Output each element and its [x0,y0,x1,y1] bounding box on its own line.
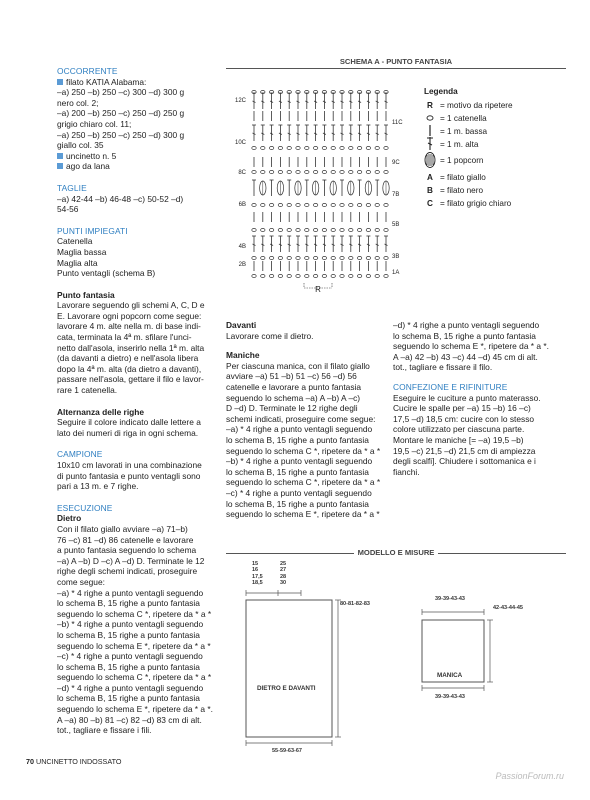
legend-title: Legenda [424,87,458,96]
chain-stitch [278,203,282,206]
chain-stitch [261,170,265,173]
modello-title: MODELLO E MISURE [226,548,566,557]
text-line: seguendo lo schema E *, ripetere da * a *. [57,704,213,715]
occorrente-line: uncinetto n. 5 [57,151,217,162]
occorrente-line: giallo col. 35 [57,140,104,151]
text-line: Lavorare come il dietro. [226,330,314,341]
chain-stitch [322,146,326,149]
chain-stitch [322,203,326,206]
chain-stitch [296,203,300,206]
text-line: Eseguire le cuciture a punto materasso. [393,392,541,403]
text-line: come segue: [57,576,105,587]
text-line: cata, terminata la 4ª m. sfilare l'unci- [57,332,192,343]
occorrente-line: –a) 250 –b) 250 –c) 300 –d) 300 g [57,87,185,98]
sleeve-label: MANICA [437,672,463,679]
alternanza-text [57,417,217,438]
front-back-piece [246,600,332,737]
row-label-left: 8C [238,170,246,176]
text-line: a punto fantasia seguendo lo schema [57,545,197,556]
chain-stitch [375,274,379,277]
maniche-heading: Maniche [226,350,260,361]
sleeve-height-dim: 42-43-44-45 [493,605,523,611]
taglie-text [57,194,217,215]
chain-stitch [261,203,265,206]
legend-item [424,139,574,152]
confezione-heading: CONFEZIONE E RIFINITURE [393,381,508,392]
left-column [57,66,217,736]
text-line: pari a 13 m. e 7 righe. [57,481,139,492]
right-column [393,320,556,477]
watermark: PassionForum.ru [495,771,564,781]
text-line: Con il filato giallo avviare –a) 71–b) [57,523,188,534]
chain-stitch [357,170,361,173]
row-label-right: 3B [392,254,400,260]
chain-stitch [278,146,282,149]
chain-stitch [313,203,317,206]
chain-stitch [375,228,379,231]
chain-stitch [384,203,388,206]
chain-stitch [322,228,326,231]
row-label-right: 11C [392,120,403,126]
text-line: seguendo lo schema C *, ripetere da * a * [57,672,212,683]
chain-stitch [357,256,361,259]
legend-item [424,198,574,211]
page-number: 70 [26,757,34,766]
text-line: –a) A –b) D –c) A –d) D. Terminate le 12 [57,555,205,566]
chain-stitch [296,170,300,173]
chain-stitch [287,203,291,206]
chain-stitch [331,170,335,173]
text-line: 54-56 [57,204,79,215]
text-line: lato dei numeri di riga in ogni schema. [57,427,199,438]
legend-item [424,113,574,126]
chain-stitch [340,170,344,173]
chain-stitch [375,146,379,149]
legend-letter: B [427,185,433,195]
chain-stitch [331,256,335,259]
chain-stitch [366,170,370,173]
chain-stitch [313,274,317,277]
text-line: –c) * 4 righe a punto ventagli seguendo [57,651,203,662]
row-label-left: 2B [238,262,246,268]
esecuzione-heading: ESECUZIONE [57,502,113,513]
chain-stitch [252,203,256,206]
text-line: Maglia bassa [57,246,107,257]
dietro-heading: Dietro [57,513,82,524]
row-label-right: 1A [392,270,400,276]
chain-stitch [252,256,256,259]
text-line: Catenella [57,236,93,247]
chain-stitch [278,274,282,277]
text-line: –c) * 4 righe a punto ventagli seguendo [226,487,372,498]
dim-value: 17,5 [252,573,263,580]
text-line: –a) * 4 righe a punto ventagli seguendo [57,587,204,598]
chain-stitch [340,256,344,259]
text-line: Punto ventagli (schema B) [57,268,156,279]
text-line: dopo la 4ª m. alta (da dietro a davanti), [57,363,202,374]
chain-stitch [278,170,282,173]
chain-stitch [349,274,353,277]
legend [424,87,574,211]
text-line: seguendo lo schema E *, ripetere da * a *. [393,341,549,352]
chain-stitch [313,256,317,259]
chain-stitch [261,146,265,149]
chain-stitch [331,203,335,206]
chain-stitch [366,274,370,277]
schematic-diagram [226,560,566,755]
chain-stitch [349,228,353,231]
text-line: –d) * 4 righe a punto ventagli seguendo [393,320,540,330]
chain-stitch [357,146,361,149]
davanti-text [226,331,388,342]
text-line: seguendo lo schema E *, ripetere da * a * [57,640,211,651]
text-line: catenelle e lavorare a punto fantasia [226,381,362,392]
text-line: tot., tagliare e fissare i fili. [57,725,152,736]
text-line: Lavorare seguendo gli schemi A, C, D e [57,300,205,311]
text-line: seguendo lo schema C *, ripetere da * a * [226,445,381,456]
legend-item [424,172,574,185]
confezione-text [393,393,556,478]
chain-stitch [287,228,291,231]
text-line: lo schema B, 15 righe a punto fantasia [57,598,200,609]
occorrente-line: –a) 250 –b) 250 –c) 250 –d) 300 g [57,129,185,140]
legend-letter: R [427,100,433,110]
chain-stitch [322,170,326,173]
dim-value: 16 [252,567,259,574]
chain-stitch [349,170,353,173]
height-dim-main: 80-81-82-83 [340,601,370,607]
fantasia-text [57,300,217,395]
chain-stitch [305,256,309,259]
stitch-chart [226,80,416,295]
legend-text: = filato grigio chiaro [440,198,512,208]
chain-stitch [384,170,388,173]
chain-stitch [287,256,291,259]
occorrente-line: nero col. 2; [57,97,99,108]
text-line: seguendo lo schema –a) A –b) A –c) [226,392,361,403]
dim-value: 28 [280,573,287,580]
legend-letter: C [427,198,433,208]
alternanza-heading: Alternanza delle righe [57,406,145,417]
legend-item [424,152,574,172]
chain-stitch [322,274,326,277]
chain-stitch [357,274,361,277]
row-label-right: 7B [392,192,400,198]
legend-item [424,126,574,139]
chain-stitch [261,256,265,259]
text-line: lo schema B, 15 righe a punto fantasia [226,466,369,477]
shoulder-dim-b [280,561,286,587]
text-line: 19,5 –c) 21,5 –d) 21,5 cm di ampiezza [393,445,536,456]
text-line: A –a) 42 –b) 43 –c) 44 –d) 45 cm di alt. [393,351,538,362]
middle-column [226,320,388,520]
chain-stitch [287,170,291,173]
legend-items [424,100,574,211]
text-line: seguendo lo schema E *, ripetere da * a * [226,509,380,520]
legend-text: = filato nero [440,185,484,195]
chain-stitch [313,170,317,173]
chain-stitch [296,228,300,231]
davanti-heading: Davanti [226,320,257,330]
chain-stitch [375,203,379,206]
sleeve-top-dim: 39-39-43-43 [435,596,465,602]
chain-stitch [349,146,353,149]
occorrente-line: grigio chiaro col. 11; [57,118,132,129]
punti-list [57,236,217,278]
text-line: Per ciascuna manica, con il filato giallo [226,360,370,371]
chain-stitch [313,228,317,231]
repeat-label: R [315,285,321,294]
text-line: seguendo lo schema C *, ripetere da * a * [57,608,212,619]
legend-text: = 1 catenella [440,113,487,123]
chain-stitch [305,228,309,231]
text-line: lavorare 4 m. alte nella m. di base indi- [57,321,201,332]
chain-stitch [278,228,282,231]
campione-text [57,460,217,492]
chain-stitch [305,146,309,149]
chain-stitch [331,146,335,149]
chain-stitch [331,274,335,277]
text-line: lo schema B, 15 righe a punto fantasia [226,434,369,445]
chain-stitch [366,256,370,259]
dietro-text [57,524,217,736]
text-line: netto dall'asola, inserirlo nella 1ª m. alta [57,342,205,353]
sleeve-bottom-dim: 39-39-43-43 [435,694,465,700]
maniche-cont-text [393,320,556,373]
text-line: Montare le maniche [= –a) 19,5 –b) [393,434,524,445]
text-line: seguendo lo schema C *, ripetere da * a * [226,477,381,488]
chain-stitch [305,170,309,173]
chain-stitch [375,256,379,259]
chain-stitch [252,228,256,231]
width-dim-main: 55-59-63-67 [272,748,302,754]
bullet-square-icon [57,163,63,169]
text-line: –a) * 4 righe a punto ventagli seguendo [226,424,373,435]
text-line: Cucire le spalle per –a) 15 –b) 16 –c) [393,403,531,414]
chain-stitch [269,228,273,231]
row-label-right: 5B [392,222,400,228]
text-line: lo schema B, 15 righe a punto fantasia [57,629,200,640]
text-line: Seguire il colore indicato dalle lettere a [57,417,201,428]
text-line: di punto fantasia e punto ventagli sono [57,470,201,481]
chain-stitch [269,146,273,149]
text-line: colore utilizzato per ciascuna parte. [393,424,525,435]
text-line: D –d) D. Terminate le 12 righe degli [226,403,358,414]
chain-stitch [296,146,300,149]
text-line: rare 1 catenella. [57,385,118,396]
chain-stitch [384,228,388,231]
text-line: schemi indicati, proseguire come segue: [226,413,376,424]
row-label-right: 9C [392,160,400,166]
chain-stitch [261,228,265,231]
text-line: righe degli schemi indicati, proseguire [57,566,198,577]
chain-stitch [287,274,291,277]
text-line: passare nell'asola, gettare il filo e lavor- [57,374,204,385]
chain-stitch [340,203,344,206]
text-line: 10x10 cm lavorati in una combinazione [57,460,202,470]
text-line: 17,5 –d) 18,5 cm: cucire con lo stesso [393,413,535,424]
chain-stitch [331,228,335,231]
text-line: 76 –c) 81 –d) 86 catenelle e lavorare [57,534,194,545]
occorrente-heading: OCCORRENTE [57,66,118,76]
text-line: –d) * 4 righe a punto ventagli seguendo [57,682,204,693]
chain-stitch [357,228,361,231]
chain-stitch [252,274,256,277]
text-line: –b) * 4 righe a punto ventagli seguendo [57,619,204,630]
text-line: Maglia alta [57,257,98,268]
chain-stitch [269,203,273,206]
chain-stitch [278,256,282,259]
occorrente-line: –a) 200 –b) 250 –c) 250 –d) 250 g [57,108,185,119]
legend-text: = 1 m. bassa [440,126,488,136]
text-line: A –a) 80 –b) 81 –c) 82 –d) 83 cm di alt. [57,714,202,725]
text-line: (da davanti a dietro) e nell'asola libera [57,353,199,364]
maniche-text [226,361,388,520]
row-label-left: 10C [234,140,246,146]
legend-item [424,185,574,198]
chain-stitch [340,228,344,231]
dim-value: 30 [280,580,287,587]
chain-stitch [296,274,300,277]
chain-stitch [269,170,273,173]
chain-stitch [252,170,256,173]
taglie-heading: TAGLIE [57,182,87,193]
chain-stitch [357,203,361,206]
chain-stitch [366,228,370,231]
bullet-square-icon [57,153,63,159]
popcorn-icon [424,152,436,172]
chain-stitch [349,203,353,206]
legend-text: = filato giallo [440,172,486,182]
magazine-name: UNCINETTO INDOSSATO [36,757,122,766]
chain-stitch [384,146,388,149]
row-label-left: 12C [234,98,246,104]
chain-stitch [340,274,344,277]
main-piece-label: DIETRO E DAVANTI [257,685,316,692]
dim-value: 15 [252,561,259,567]
text-line: –a) 42-44 –b) 46-48 –c) 50-52 –d) [57,193,184,204]
punti-heading: PUNTI IMPIEGATI [57,225,128,236]
legend-text: = motivo da ripetere [440,100,513,110]
text-line: tot., tagliare e fissare il filo. [393,362,493,373]
chain-stitch [366,146,370,149]
row-label-left: 6B [238,202,246,208]
row-label-left: 4B [238,244,246,250]
occorrente-line: ago da lana [57,161,217,172]
chain-stitch [349,256,353,259]
schema-rule [226,68,566,69]
text-line: lo schema B, 15 righe a punto fantasia [57,661,200,672]
text-line: fianchi. [393,466,420,477]
campione-heading: CAMPIONE [57,449,103,460]
text-line: avviare –a) 51 –b) 51 –c) 56 –d) 56 [226,371,357,382]
chain-stitch [287,146,291,149]
bullet-square-icon [57,79,63,85]
text-line: lo schema B, 15 righe a punto fantasia [57,693,200,704]
legend-item [424,100,574,113]
text-line: lo schema B, 15 righe a punto fantasia [226,498,369,509]
chain-stitch [305,203,309,206]
chain-stitch [269,256,273,259]
chain-stitch [305,274,309,277]
page-footer [26,757,121,766]
shoulder-dim-a [252,561,263,587]
text-line: degli scalfi]. Chiudere i sottomanica e i [393,456,536,467]
chain-stitch [313,146,317,149]
chain-stitch [366,203,370,206]
chain-stitch [384,274,388,277]
dim-value: 18,5 [252,580,263,587]
legend-letter: A [427,172,433,182]
chain-stitch [384,256,388,259]
legend-text: = 1 popcorn [440,156,484,166]
chain-stitch [252,146,256,149]
text-line: –b) * 4 righe a punto ventagli seguendo [226,456,373,467]
schema-title: SCHEMA A - PUNTO FANTASIA [226,57,566,66]
chain-stitch-icon [424,114,436,125]
dim-value: 27 [280,567,287,574]
occorrente-line: filato KATIA Alabama: [57,77,217,88]
legend-text: = 1 m. alta [440,139,479,149]
text-line: E. Lavorare ogni popcorn come segue: [57,310,202,321]
chain-stitch [269,274,273,277]
chain-stitch [296,256,300,259]
dim-value: 25 [280,561,287,567]
fantasia-heading: Punto fantasia [57,289,115,300]
chain-stitch [322,256,326,259]
chain-stitch [261,274,265,277]
chain-stitch [340,146,344,149]
chain-stitch [375,170,379,173]
text-line: lo schema B, 15 righe a punto fantasia [393,330,536,341]
occorrente-list [57,77,217,172]
